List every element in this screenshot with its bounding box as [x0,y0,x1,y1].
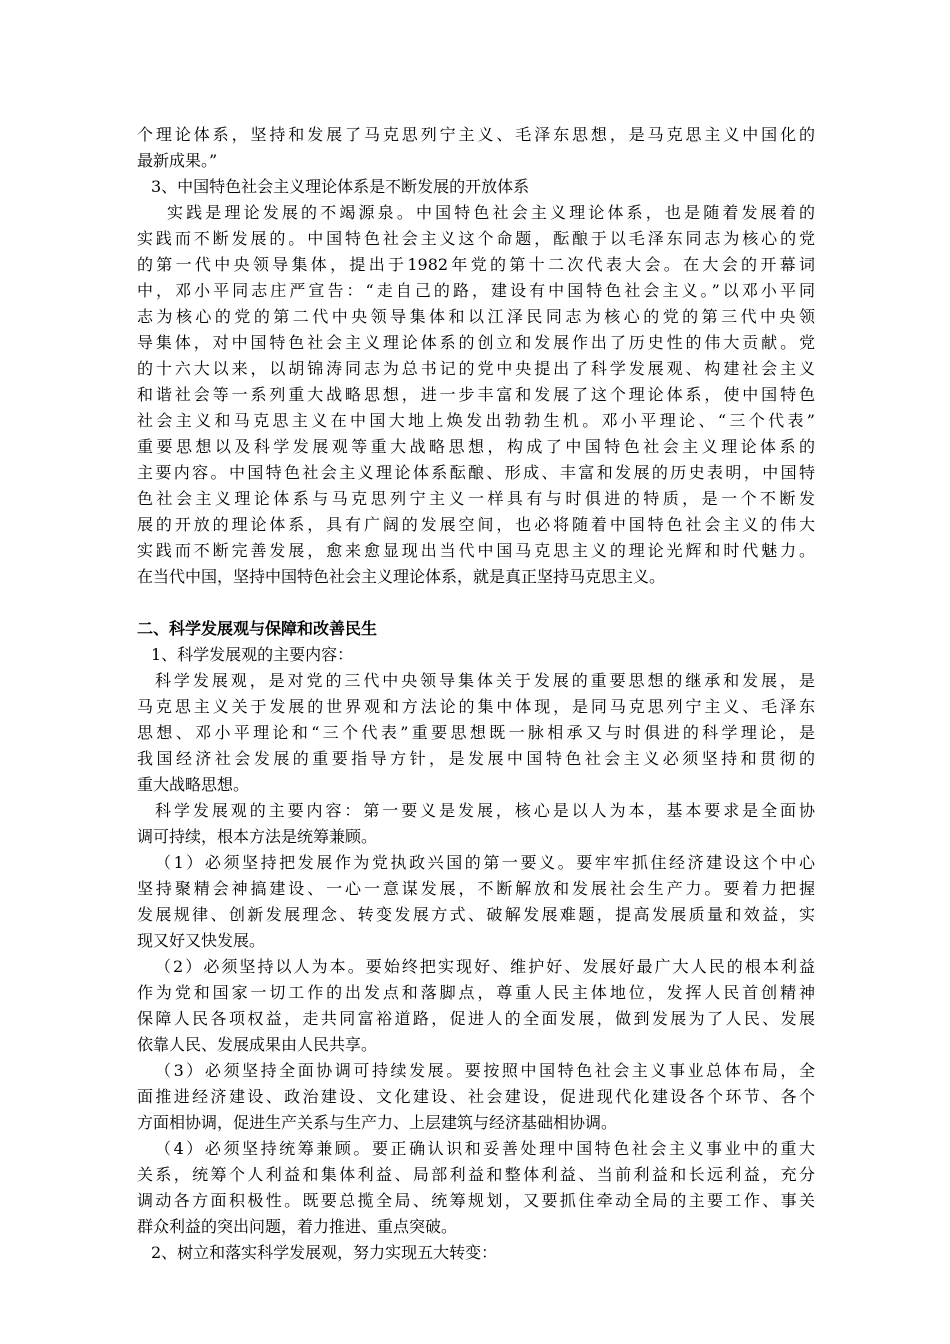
text-line: 3、中国特色社会主义理论体系是不断发展的开放体系 [151,177,530,196]
text-line: 重大战略思想。 [137,775,250,794]
text-line: 色社会主义理论体系与马克思列宁主义一样具有与时俱进的特质，是一个不断发 [137,489,815,508]
text-line: （2）必须坚持以人为本。要始终把实现好、维护好、发展好最广大人民的根本利益 [155,957,815,976]
text-line: 导集体，对中国特色社会主义理论体系的创立和发展作出了历史性的伟大贡献。党 [137,333,815,352]
text-line: 的十六大以来，以胡锦涛同志为总书记的党中央提出了科学发展观、构建社会主义 [137,359,815,378]
text-line: 思想、邓小平理论和“三个代表”重要思想既一脉相承又与时俱进的科学理论，是 [137,723,815,742]
text-line: 调动各方面积极性。既要总揽全局、统筹规划，又要抓住牵动全局的主要工作、事关 [137,1191,815,1210]
text-line: 保障人民各项权益，走共同富裕道路，促进人的全面发展，做到发展为了人民、发展 [137,1009,815,1028]
main-content-paragraph [137,798,815,850]
text-line: 方面相协调，促进生产关系与生产力、上层建筑与经济基础相协调。 [137,1113,618,1132]
item-2-paragraph [137,954,815,1058]
text-line: 群众利益的突出问题，着力推进、重点突破。 [137,1217,458,1236]
scientific-development-paragraph [137,668,815,798]
subheading-3 [137,174,815,200]
text-line: 科学发展观，是对党的三代中央领导集体关于发展的重要思想的继承和发展，是 [155,671,815,690]
subheading-2 [137,1240,815,1266]
text-line: （1）必须坚持把发展作为党执政兴国的第一要义。要牢牢抓住经济建设这个中心 [155,853,815,872]
section-heading [137,616,815,642]
text-line: 最新成果。” [137,151,218,170]
text-line: 发展规律、创新发展理念、转变发展方式、破解发展难题，提高发展质量和效益，实 [137,905,815,924]
text-line: 1、科学发展观的主要内容： [151,645,354,664]
text-line: 在当代中国，坚持中国特色社会主义理论体系，就是真正坚持马克思主义。 [137,567,666,586]
text-line: （4）必须坚持统筹兼顾。要正确认识和妥善处理中国特色社会主义事业中的重大 [155,1139,815,1158]
text-line: 志为核心的党的第二代中央领导集体和以江泽民同志为核心的党的第三代中央领 [137,307,815,326]
text-line: 科学发展观的主要内容：第一要义是发展，核心是以人为本，基本要求是全面协 [155,801,815,820]
continuation-paragraph [137,122,815,174]
text-line: 个理论体系，坚持和发展了马克思列宁主义、毛泽东思想，是马克思主义中国化的 [137,125,815,144]
item-4-paragraph [137,1136,815,1240]
text-line: 重要思想以及科学发展观等重大战略思想，构成了中国特色社会主义理论体系的 [137,437,815,456]
text-line: 现又好又快发展。 [137,931,266,950]
text-line: 实践而不断完善发展，愈来愈显现出当代中国马克思主义的理论光辉和时代魅力。 [137,541,815,560]
document-page [137,122,815,1266]
text-line: 展的开放的理论体系，具有广阔的发展空间，也必将随着中国特色社会主义的伟大 [137,515,815,534]
text-line: 我国经济社会发展的重要指导方针，是发展中国特色社会主义必须坚持和贯彻的 [137,749,815,768]
text-line: 社会主义和马克思主义在中国大地上焕发出勃勃生机。邓小平理论、“三个代表” [137,411,815,430]
text-line: 和谐社会等一系列重大战略思想，进一步丰富和发展了这个理论体系，使中国特色 [137,385,815,404]
text-line: 实践是理论发展的不竭源泉。中国特色社会主义理论体系，也是随着发展着的 [167,203,815,222]
text-line: 的第一代中央领导集体，提出于1982年党的第十二次代表大会。在大会的开幕词 [137,255,815,274]
text-line: 依靠人民、发展成果由人民共享。 [137,1035,378,1054]
item-1-paragraph [137,850,815,954]
heading-text: 二、科学发展观与保障和改善民生 [137,619,378,638]
text-line: 调可持续，根本方法是统筹兼顾。 [137,827,378,846]
text-line: 坚持聚精会神搞建设、一心一意谋发展，不断解放和发展社会生产力。要着力把握 [137,879,815,898]
text-line: 实践而不断发展的。中国特色社会主义这个命题，酝酿于以毛泽东同志为核心的党 [137,229,815,248]
text-line: （3）必须坚持全面协调可持续发展。要按照中国特色社会主义事业总体布局，全 [155,1061,815,1080]
text-line: 中，邓小平同志庄严宣告：“走自己的路，建设有中国特色社会主义。”以邓小平同 [137,281,815,300]
text-line: 面推进经济建设、政治建设、文化建设、社会建设，促进现代化建设各个环节、各个 [137,1087,815,1106]
text-line: 2、树立和落实科学发展观，努力实现五大转变： [151,1243,498,1262]
practice-paragraph [137,200,815,590]
item-3-paragraph [137,1058,815,1136]
subheading-1 [137,642,815,668]
text-line: 主要内容。中国特色社会主义理论体系酝酿、形成、丰富和发展的历史表明，中国特 [137,463,815,482]
text-line: 马克思主义关于发展的世界观和方法论的集中体现，是同马克思列宁主义、毛泽东 [137,697,815,716]
text-line: 关系，统筹个人利益和集体利益、局部利益和整体利益、当前利益和长远利益，充分 [137,1165,815,1184]
text-line: 作为党和国家一切工作的出发点和落脚点，尊重人民主体地位，发挥人民首创精神 [137,983,815,1002]
